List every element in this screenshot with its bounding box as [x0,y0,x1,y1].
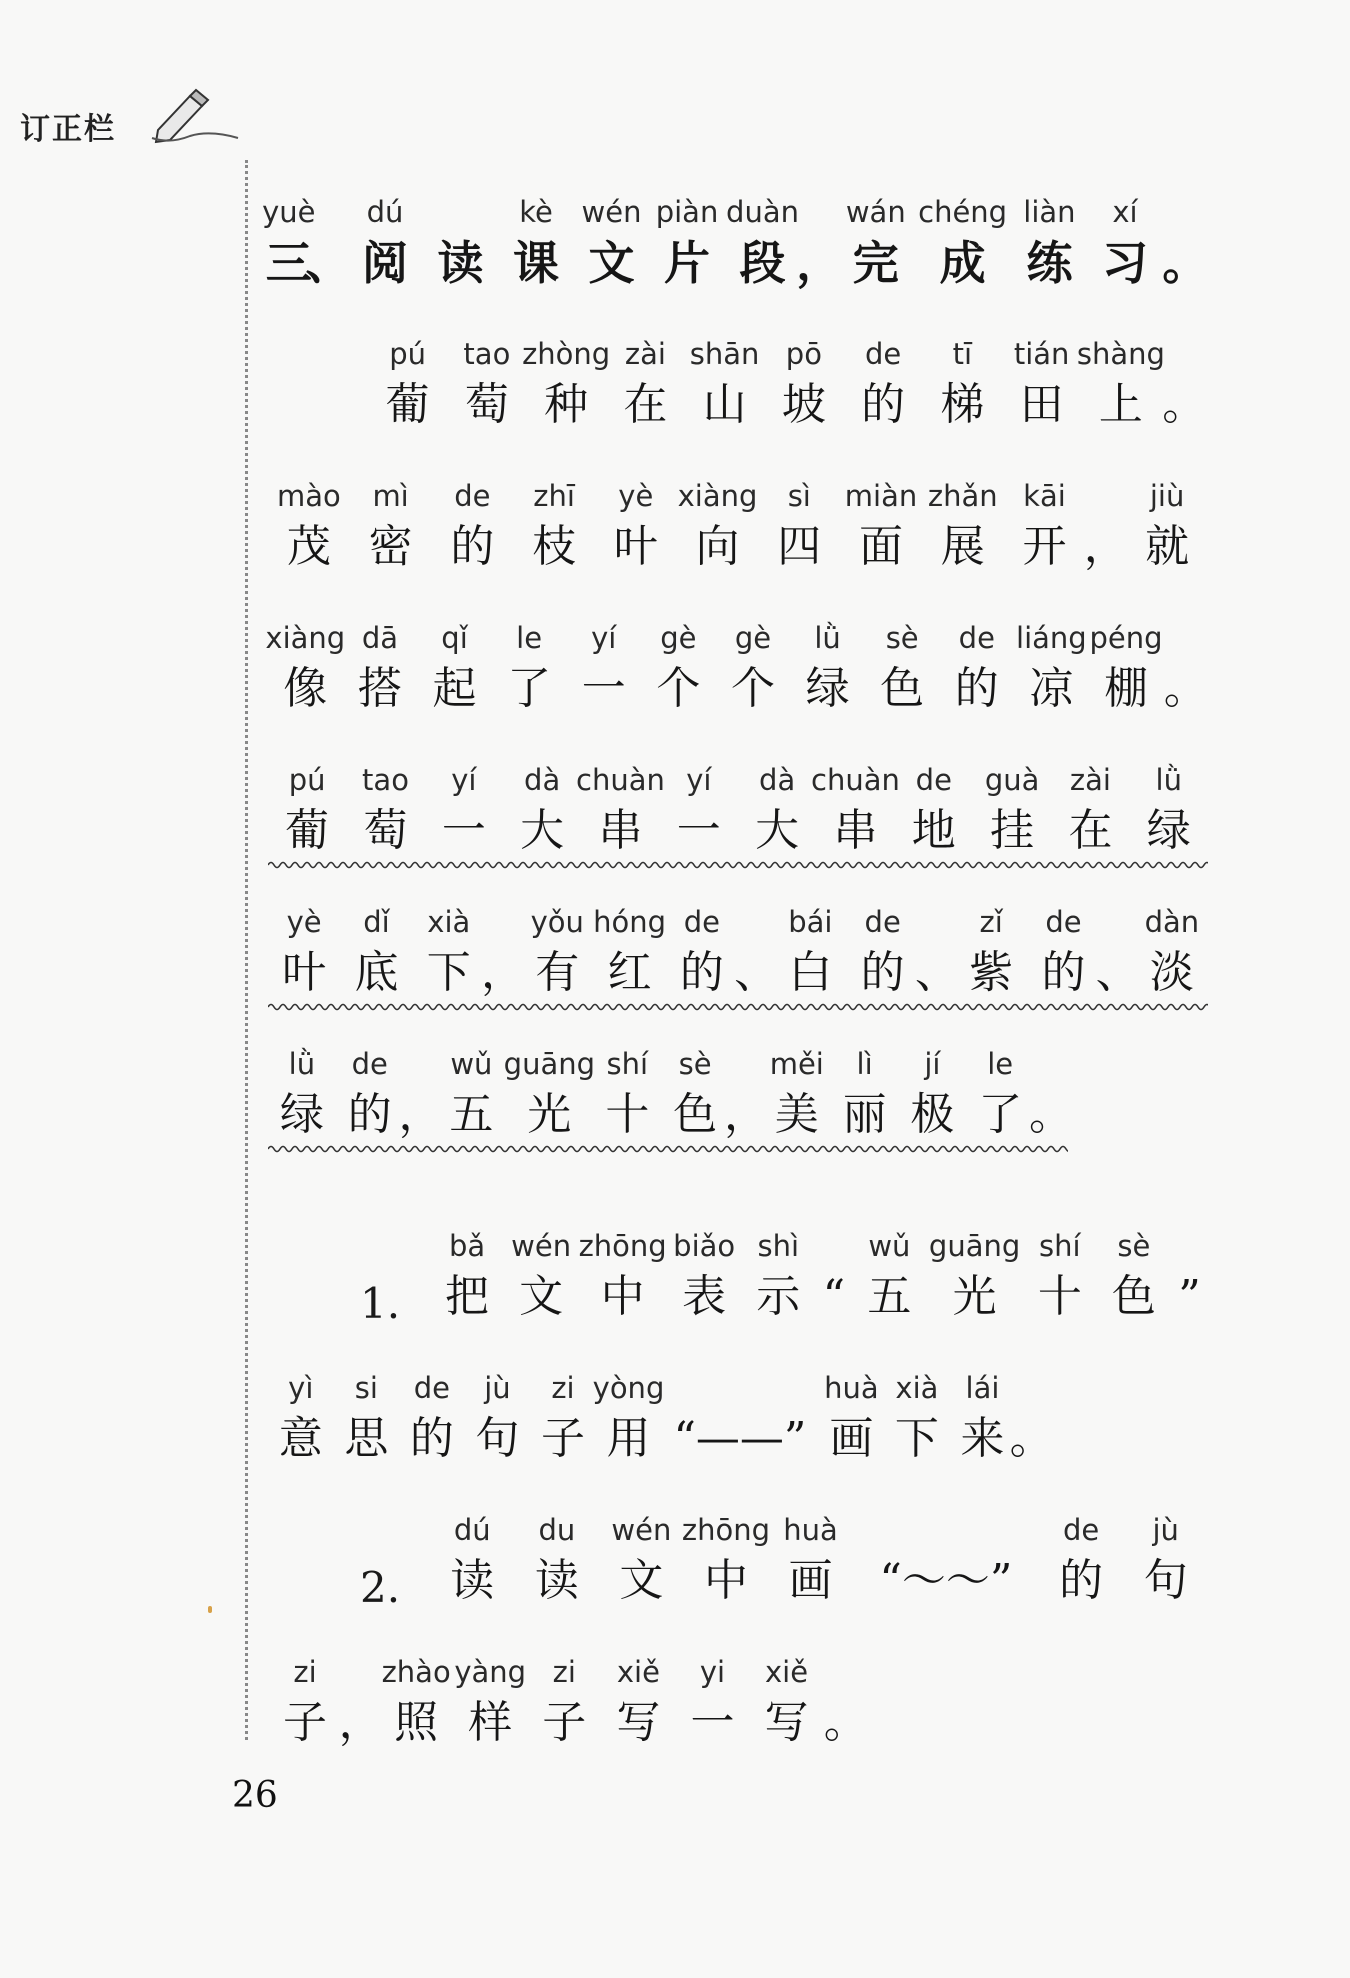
ruby-unit: wán 完 [845,195,906,290]
ruby-unit: hóng 红 [593,905,667,998]
ruby-unit: dǐ 底 [354,905,399,998]
margin-dotted-line [245,160,248,1740]
ruby-unit: biǎo 表 [673,1229,736,1322]
ruby-unit: 。 [823,1697,868,1748]
ruby-unit: de 的 [409,1371,454,1464]
passage-line [268,476,1208,578]
ruby-unit: zhōng 中 [681,1513,771,1606]
pencil-icon [150,86,240,146]
exercise-content [262,192,1209,1754]
wavy-underline [268,1144,1068,1154]
ruby-unit: si 思 [344,1371,389,1464]
ruby-unit: zǐ 紫 [969,905,1014,998]
question-2-line-1 [268,1510,1208,1612]
wavy-underline [268,860,1208,870]
ruby-unit: dà 大 [755,763,800,856]
ruby-unit: bǎ 把 [445,1229,490,1322]
ruby-unit: měi 美 [769,1047,824,1140]
ruby-unit: du 读 [534,1513,579,1606]
ink-speck [208,1606,212,1613]
ruby-unit: gè 个 [730,621,775,714]
ruby-unit: de 的 [679,905,724,998]
ruby-unit: zài 在 [623,337,668,430]
ruby-unit: chuàn 串 [576,763,665,856]
ruby-unit: mì 密 [368,479,413,572]
ruby-unit: ， [398,1089,443,1140]
ruby-unit: de 的 [860,905,905,998]
ruby-unit: lì 丽 [842,1047,887,1140]
ruby-unit: mào 茂 [276,479,341,572]
ruby-unit: le 了 [507,621,552,714]
ruby-unit: ， [723,1089,768,1140]
ruby-unit: shí 十 [605,1047,650,1140]
ruby-unit: wén 文 [611,1513,672,1606]
ruby-unit: yì 意 [278,1371,323,1464]
ruby-unit: liàn 练 [1023,195,1076,290]
ruby-unit: “ [822,1271,846,1322]
ruby-unit: sè 色 [673,1047,718,1140]
ruby-unit: dā 搭 [357,621,402,714]
ruby-unit: liáng 凉 [1016,621,1087,714]
ruby-unit: kāi 开 [1022,479,1067,572]
passage-line [265,618,1208,720]
ruby-unit: yí 一 [581,621,626,714]
ruby-unit: zhào 照 [381,1655,451,1748]
ruby-unit: xiě 写 [764,1655,809,1748]
passage-line [268,334,1208,436]
ruby-unit: chéng 成 [918,195,1008,290]
ruby-unit: tián 田 [1013,337,1070,430]
ruby-unit: ， [481,947,526,998]
ruby-unit: jù 句 [475,1371,520,1464]
ruby-unit: “——” [673,1413,807,1464]
ruby-unit: “～～” [879,1555,1013,1606]
ruby-unit: zhòng 种 [522,337,611,430]
ruby-unit: tī 梯 [940,337,985,430]
ruby-unit: yè 叶 [282,905,327,998]
ruby-unit: zi 子 [540,1371,585,1464]
ruby-unit: lǜ 绿 [805,621,850,714]
ruby-unit: zhī 枝 [532,479,577,572]
ruby-unit: xià 下 [426,905,471,998]
ruby-unit: ， [1083,521,1128,572]
ruby-unit: ， [796,236,843,290]
ruby-unit: zhǎn 展 [927,479,998,572]
ruby-unit: 、 [734,947,779,998]
ruby-unit: gè 个 [656,621,701,714]
ruby-unit: kè 课 [513,195,560,290]
ruby-unit: xiàng 向 [677,479,758,572]
ruby-unit: 、 [1095,947,1140,998]
ruby-unit: yí 一 [676,763,721,856]
ruby-unit: shí 十 [1037,1229,1082,1322]
ruby-unit: dú 读 [450,1513,495,1606]
ruby-unit: de 地 [911,763,956,856]
ruby-unit: tao 萄 [463,337,511,430]
ruby-unit: bái 白 [788,905,833,998]
ruby-unit: tao 萄 [362,763,409,856]
ruby-unit: huà 画 [824,1371,879,1464]
ruby-unit: sì 四 [777,479,822,572]
ruby-unit: 读 [437,236,484,290]
ruby-unit: xiàng 像 [265,621,346,714]
page-number: 26 [232,1775,278,1816]
ruby-unit: xià 下 [894,1371,939,1464]
correction-column-label: 订正栏 [20,112,116,147]
ruby-unit: dàn 淡 [1144,905,1200,998]
ruby-unit: guāng 光 [503,1047,596,1140]
ruby-unit: 、 [914,947,959,998]
ruby-unit: zi 子 [542,1655,587,1748]
ruby-unit: wén 文 [581,195,642,290]
question-2-line-2 [268,1652,868,1754]
ruby-unit: shì 示 [756,1229,801,1322]
ruby-unit: jiù 就 [1145,479,1190,572]
ruby-unit: chuàn 串 [811,763,900,856]
ruby-unit: wǔ 五 [867,1229,912,1322]
ruby-unit: lǜ 绿 [279,1047,324,1140]
ruby-unit: yàng 样 [454,1655,527,1748]
passage-line-wavy [268,1044,1074,1146]
question-1-line-2 [268,1368,1054,1470]
ruby-unit: pú 葡 [285,763,330,856]
ruby-unit: yi 一 [690,1655,735,1748]
ruby-unit: 。 [1029,1089,1074,1140]
ruby-unit: de 的 [1041,905,1086,998]
ruby-unit: zài 在 [1068,763,1113,856]
ruby-unit: pú 葡 [385,337,430,430]
ruby-unit: guà 挂 [984,763,1040,856]
section-heading [262,192,1209,294]
ruby-unit: lái 来 [960,1371,1005,1464]
ruby-unit: de 的 [861,337,906,430]
ruby-unit: shān 山 [689,337,760,430]
ruby-unit: dà 大 [520,763,565,856]
ruby-unit: de 的 [1059,1513,1104,1606]
ruby-unit: yè 叶 [613,479,658,572]
passage-line-wavy [268,902,1208,1004]
ruby-unit: piàn 片 [655,195,719,290]
ruby-unit: wén 文 [511,1229,572,1322]
ruby-unit: 。 [1163,663,1208,714]
passage-line-wavy [268,760,1208,862]
ruby-unit: xiě 写 [616,1655,661,1748]
ruby-unit: dú 阅 [362,195,409,290]
ruby-unit: miàn 面 [844,479,918,572]
ruby-unit: pō 坡 [781,337,826,430]
ruby-unit: qǐ 起 [432,621,477,714]
ruby-unit: yí 一 [441,763,486,856]
ruby-unit: wǔ 五 [449,1047,494,1140]
ruby-unit: yǒu 有 [530,905,584,998]
ruby-unit: le 了 [978,1047,1023,1140]
ruby-unit: péng 棚 [1089,621,1163,714]
ruby-unit: guāng 光 [928,1229,1021,1322]
ruby-unit: zi 子 [283,1655,328,1748]
ruby-unit: ” [1178,1271,1201,1322]
ruby-unit: de 的 [450,479,495,572]
ruby-unit: 、 [305,236,352,290]
ruby-unit: de 的 [954,621,999,714]
ruby-unit: 。 [1009,1413,1054,1464]
ruby-unit: sè 色 [880,621,925,714]
ruby-unit: yuè 三 [262,195,316,290]
ruby-unit: 。 [1162,379,1207,430]
ruby-unit: jù 句 [1143,1513,1188,1606]
ruby-unit: jí 极 [910,1047,955,1140]
ruby-unit: yòng 用 [592,1371,665,1464]
ruby-unit: huà 画 [783,1513,838,1606]
question-1-number: 1. [360,1279,401,1328]
wavy-underline [268,1002,1208,1012]
ruby-unit: shàng 上 [1076,337,1165,430]
ruby-unit: 。 [1162,236,1209,290]
question-2-number: 2. [360,1563,401,1612]
ruby-unit: xí 习 [1101,195,1148,290]
ruby-unit: ， [338,1697,383,1748]
ruby-unit: de 的 [347,1047,392,1140]
ruby-unit: duàn 段 [726,195,799,290]
ruby-unit: sè 色 [1111,1229,1156,1322]
ruby-unit: lǜ 绿 [1146,763,1191,856]
ruby-unit: zhōng 中 [578,1229,667,1322]
question-1-line-1 [268,1226,1208,1328]
